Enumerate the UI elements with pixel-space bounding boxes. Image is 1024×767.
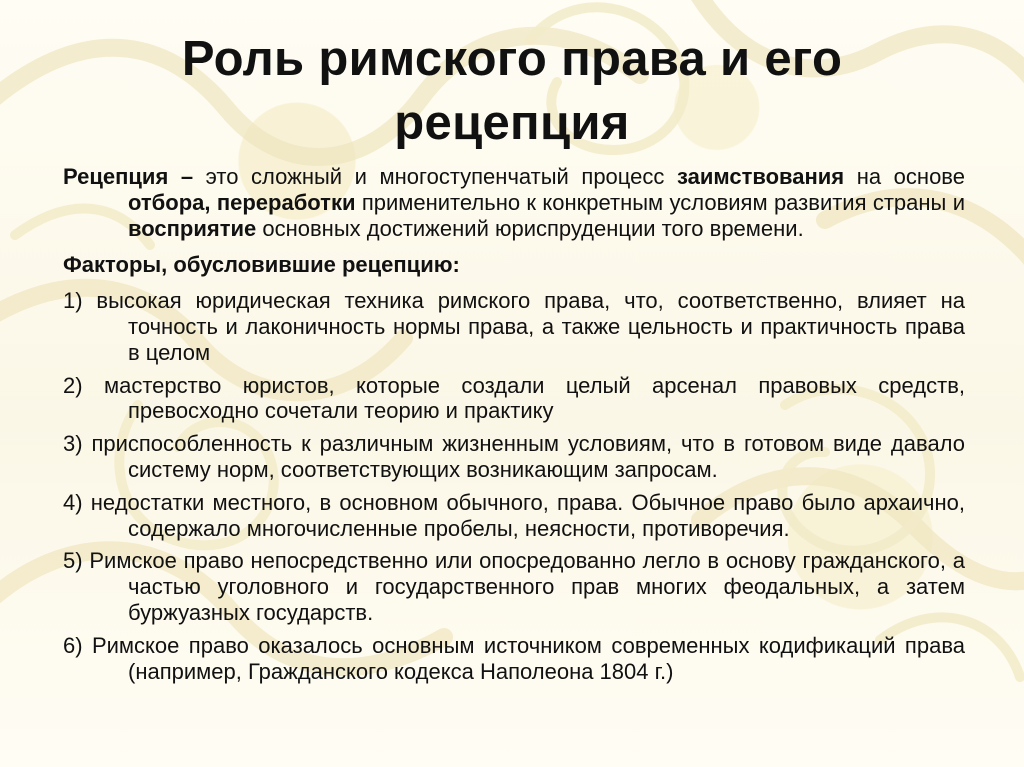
definition-term: Рецепция – <box>63 164 194 189</box>
factor-number: 5) <box>63 548 83 574</box>
factor-item-6 <box>63 633 965 685</box>
factor-text: недостатки местного, в основном обычного, права. Обычное право было архаично, содержало многочисленные пробелы, неясности, противоречия. <box>82 489 965 541</box>
definition-text-part: применительно к конкретным условиям развития страны и <box>355 189 965 215</box>
definition-text-part: это сложный и многоступенчатый процесс <box>193 164 677 189</box>
factor-text: мастерство юристов, которые создали целый арсенал правовых средств, превосходно сочетали теорию и практику <box>82 372 965 424</box>
factor-item-2 <box>63 373 965 425</box>
factor-text: Римское право оказалось основным источником современных кодификаций права (например, Гражданского кодекса Наполеона 1804 г.) <box>82 632 965 684</box>
definition-text-part: основных достижений юриспруденции того времени. <box>256 215 804 241</box>
definition-highlight-perception: восприятие <box>128 215 257 241</box>
factor-item-5 <box>63 548 965 625</box>
factor-number: 2) <box>63 372 83 398</box>
definition-text-part: на основе <box>844 164 965 189</box>
slide-content <box>63 164 965 691</box>
factor-item-4 <box>63 490 965 542</box>
factor-number: 1) <box>63 288 83 314</box>
factor-number: 6) <box>63 632 83 658</box>
factor-text: высокая юридическая техника римского права, что, соответственно, влияет на точность и лаконичность нормы права, а также цельность и практичность права в целом <box>82 288 965 365</box>
factor-item-3 <box>63 431 965 483</box>
reception-definition <box>63 164 965 241</box>
definition-highlight-selection-processing: отбора, переработки <box>128 189 356 215</box>
factor-text: приспособленность к различным жизненным условиям, что в готовом виде давало систему норм, соответствующих возникающим запросам. <box>82 431 965 482</box>
factor-text: Римское право непосредственно или опосредованно легло в основу гражданского, а частью уголовного и государственного прав многих феодальных, а затем буржуазных государств. <box>82 548 965 625</box>
slide-title: Роль римского права и его рецепция <box>181 32 843 150</box>
definition-highlight-borrowing: заимствования <box>676 164 845 189</box>
factor-item-1 <box>63 288 965 365</box>
factor-number: 3) <box>63 431 83 457</box>
factor-number: 4) <box>63 489 83 515</box>
factors-heading: Факторы, обусловившие рецепцию: <box>63 252 460 278</box>
